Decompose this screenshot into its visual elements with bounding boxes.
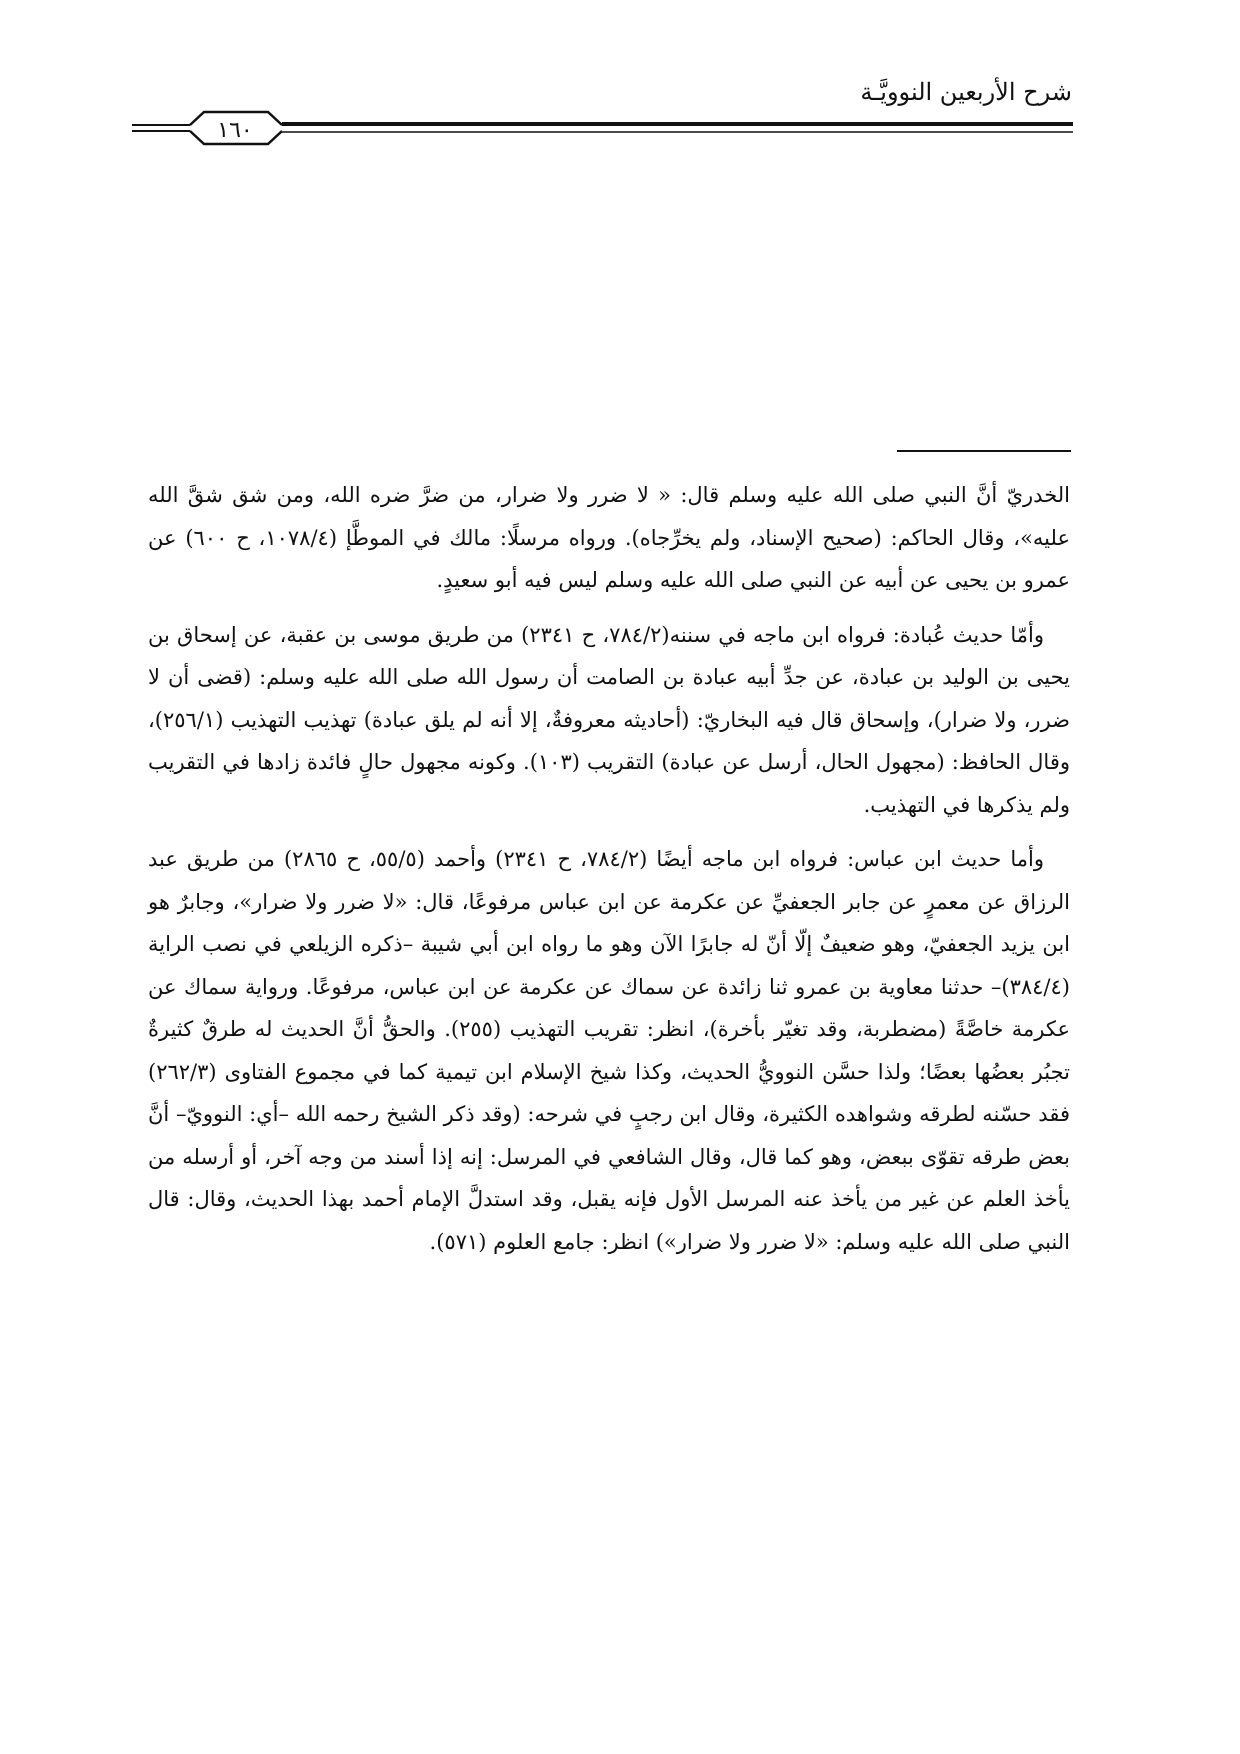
footnote-paragraph-continuation: الخدريّ أنَّ النبي صلى الله عليه وسلم قال: « لا ضرر ولا ضرار، من ضرَّ ضره الله، ومن شق شقَّ الله عليه»، وقال الحاكم: (صحيح الإسناد، ولم يخرِّجاه). ورواه مرسلًا: مالك في الموطَّإ (١٠٧٨/٤، ح ٦٠٠) عن عمرو بن يحيى عن أبيه عن النبي صلى الله عليه وسلم ليس فيه أبو سعيدٍ. <box>148 483 1070 592</box>
footnote-separator <box>897 450 1071 452</box>
footnote-body <box>148 474 1070 1275</box>
page-number: ١٦٠ <box>217 118 253 143</box>
running-header-title: شرح الأربعين النوويَّـة <box>860 78 1072 106</box>
header-rule-with-page-tab <box>0 0 1240 160</box>
footnote-paragraph-ubada: وأمّا حديث عُبادة: فرواه ابن ماجه في سننه(٧٨٤/٢، ح ٢٣٤١) من طريق موسى بن عقبة، عن إسحاق بن يحيى بن الوليد بن عبادة، عن جدِّ أبيه عبادة بن الصامت أن رسول الله صلى الله عليه وسلم: (قضى أن لا ضرر، ولا ضرار)، وإسحاق قال فيه البخاريّ: (أحاديثه معروفةٌ، إلا أنه لم يلق عبادة) تهذيب التهذيب (٢٥٦/١)، وقال الحافظ: (مجهول الحال، أرسل عن عبادة) التقريب (١٠٣). وكونه مجهول حالٍ فائدة زادها في التقريب ولم يذكرها في التهذيب. <box>148 622 1070 817</box>
footnote-paragraph-ibn-abbas: وأما حديث ابن عباس: فرواه ابن ماجه أيضًا (٧٨٤/٢، ح ٢٣٤١) وأحمد (٥٥/٥، ح ٢٨٦٥) من طريق عبد الرزاق عن معمرٍ عن جابر الجعفيِّ عن عكرمة عن ابن عباس مرفوعًا، قال: «لا ضرر ولا ضرار»، وجابرٌ هو ابن يزيد الجعفيّ، وهو ضعيفٌ إلّا أنّ له جابرًا الآن وهو ما رواه ابن أبي شيبة –ذكره الزيلعي في نصب الراية (٣٨٤/٤)– حدثنا معاوية بن عمرو ثنا زائدة عن سماك عن عكرمة عن ابن عباس، مرفوعًا. ورواية سماك عن عكرمة خاصَّةً (مضطربة، وقد تغيّر بأخرة)، انظر: تقريب التهذيب (٢٥٥). والحقُّ أنَّ الحديث له طرقٌ كثيرةٌ تجبُر بعضُها بعضًا؛ ولذا حسَّن النوويُّ الحديث، وكذا شيخ الإسلام ابن تيمية كما في مجموع الفتاوى (٢٦٢/٣) فقد حسّنه لطرقه وشواهده الكثيرة، وقال ابن رجبٍ في شرحه: (وقد ذكر الشيخ رحمه الله –أي: النوويّ– أنَّ بعض طرقه تقوّى ببعض، وهو كما قال، وقال الشافعي في المرسل: إنه إذا أسند من وجه آخر، أو أرسله من يأخذ العلم عن غير من يأخذ عنه المرسل الأول فإنه يقبل، وقد استدلَّ الإمام أحمد بهذا الحديث، وقال: قال النبي صلى الله عليه وسلم: «لا ضرر ولا ضرار») انظر: جامع العلوم (٥٧١). <box>148 847 1070 1254</box>
